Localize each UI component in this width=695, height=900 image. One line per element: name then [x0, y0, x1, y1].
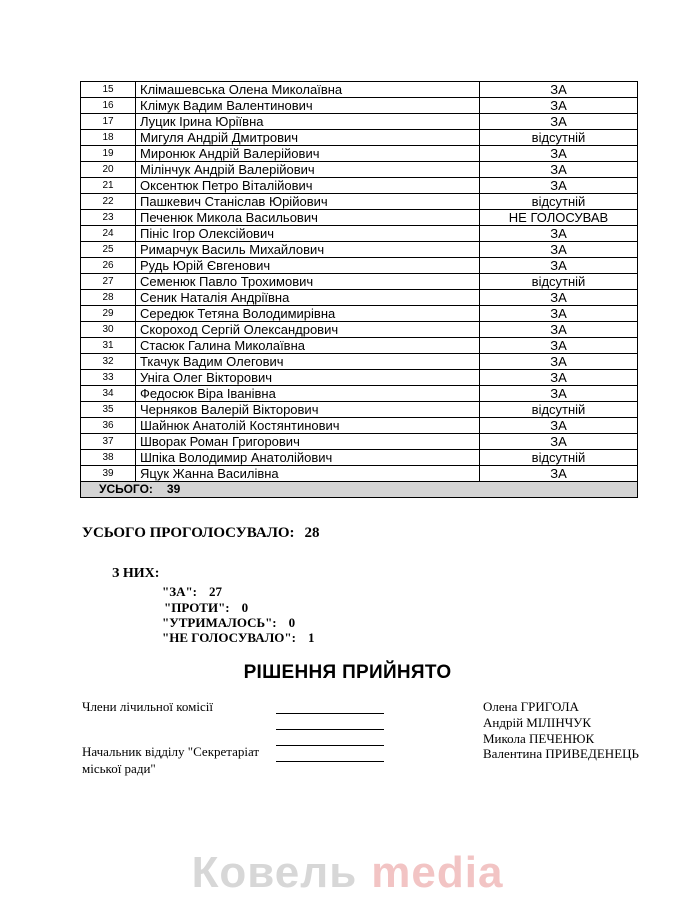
table-row — [81, 386, 638, 402]
deputy-name: Середюк Тетяна Володимирівна — [136, 306, 480, 322]
breakdown-value: 0 — [241, 600, 249, 615]
deputy-name: Пініс Ігор Олексійович — [136, 226, 480, 242]
deputy-name: Черняков Валерій Вікторович — [136, 402, 480, 418]
vote-result: ЗА — [480, 114, 638, 130]
total-value: 39 — [166, 482, 181, 496]
vote-result: відсутній — [480, 130, 638, 146]
table-row — [81, 130, 638, 146]
table-row — [81, 194, 638, 210]
deputy-name: Оксентюк Петро Віталійович — [136, 178, 480, 194]
breakdown-heading: З НИХ: — [112, 566, 160, 581]
deputy-name: Ткачук Вадим Олегович — [136, 354, 480, 370]
row-number: 32 — [81, 354, 136, 370]
breakdown-value: 0 — [288, 615, 296, 630]
table-row — [81, 98, 638, 114]
row-number: 35 — [81, 402, 136, 418]
signature-line — [276, 745, 384, 746]
deputy-name: Шпіка Володимир Анатолійович — [136, 450, 480, 466]
vote-result: ЗА — [480, 226, 638, 242]
deputy-name: Пашкевич Станіслав Юрійович — [136, 194, 480, 210]
total-label: УСЬОГО: — [99, 482, 153, 496]
table-row — [81, 114, 638, 130]
table-row — [81, 146, 638, 162]
table-row — [81, 322, 638, 338]
signatory-name: Валентина ПРИВЕДЕНЕЦЬ — [483, 746, 639, 761]
vote-table — [80, 81, 638, 498]
breakdown-label: "ПРОТИ": — [164, 600, 230, 615]
vote-result: ЗА — [480, 98, 638, 114]
vote-result: ЗА — [480, 322, 638, 338]
row-number: 16 — [81, 98, 136, 114]
vote-result: ЗА — [480, 354, 638, 370]
head-label-line1: Начальник відділу "Секретаріат — [82, 744, 260, 759]
row-number: 25 — [81, 242, 136, 258]
vote-result: ЗА — [480, 434, 638, 450]
deputy-name: Рудь Юрій Євгенович — [136, 258, 480, 274]
table-row — [81, 370, 638, 386]
total-voted-line — [82, 525, 320, 542]
head-label-line2: міської ради" — [82, 761, 156, 776]
vote-result: ЗА — [480, 338, 638, 354]
row-number: 26 — [81, 258, 136, 274]
vote-result: відсутній — [480, 450, 638, 466]
table-row — [81, 418, 638, 434]
breakdown-value: 27 — [209, 584, 223, 599]
row-number: 31 — [81, 338, 136, 354]
breakdown-label: "УТРИМАЛОСЬ": — [162, 615, 277, 630]
vote-result: ЗА — [480, 82, 638, 98]
row-number: 20 — [81, 162, 136, 178]
vote-result: ЗА — [480, 258, 638, 274]
deputy-name: Римарчук Василь Михайлович — [136, 242, 480, 258]
row-number: 21 — [81, 178, 136, 194]
signature-line — [276, 761, 384, 762]
total-row — [81, 482, 638, 498]
row-number: 22 — [81, 194, 136, 210]
vote-result: ЗА — [480, 178, 638, 194]
vote-result: ЗА — [480, 306, 638, 322]
vote-result: ЗА — [480, 162, 638, 178]
vote-result: ЗА — [480, 386, 638, 402]
deputy-name: Мілінчук Андрій Валерійович — [136, 162, 480, 178]
vote-result: ЗА — [480, 242, 638, 258]
row-number: 36 — [81, 418, 136, 434]
deputy-name: Клімук Вадим Валентинович — [136, 98, 480, 114]
deputy-name: Уніга Олег Вікторович — [136, 370, 480, 386]
breakdown-label: "ЗА": — [162, 584, 198, 599]
deputy-name: Луцик Ірина Юріївна — [136, 114, 480, 130]
breakdown-value: 1 — [307, 630, 315, 645]
deputy-name: Стасюк Галина Миколаївна — [136, 338, 480, 354]
signatory-name: Микола ПЕЧЕНЮК — [483, 731, 595, 746]
row-number: 15 — [81, 82, 136, 98]
table-row — [81, 274, 638, 290]
deputy-name: Шворак Роман Григорович — [136, 434, 480, 450]
total-voted-label: УСЬОГО ПРОГОЛОСУВАЛО: — [82, 525, 295, 541]
watermark-part2: media — [371, 848, 504, 897]
table-row — [81, 162, 638, 178]
row-number: 28 — [81, 290, 136, 306]
deputy-name: Шайнюк Анатолій Костянтинович — [136, 418, 480, 434]
table-row — [81, 258, 638, 274]
signatory-name: Олена ГРИГОЛА — [483, 699, 579, 714]
deputy-name: Федосюк Віра Іванівна — [136, 386, 480, 402]
row-number: 38 — [81, 450, 136, 466]
row-number: 34 — [81, 386, 136, 402]
table-row — [81, 434, 638, 450]
table-row — [81, 210, 638, 226]
deputy-name: Яцук Жанна Василівна — [136, 466, 480, 482]
deputy-name: Клімашевська Олена Миколаївна — [136, 82, 480, 98]
deputy-name: Скороход Сергій Олександрович — [136, 322, 480, 338]
total-cell — [81, 482, 638, 498]
watermark-part1: Ковель — [191, 848, 358, 897]
watermark-logo — [0, 848, 695, 898]
breakdown-not-voted — [162, 630, 314, 646]
deputy-name: Сеник Наталія Андріївна — [136, 290, 480, 306]
row-number: 33 — [81, 370, 136, 386]
row-number: 39 — [81, 466, 136, 482]
table-row — [81, 338, 638, 354]
row-number: 29 — [81, 306, 136, 322]
commission-label: Члени лічильної комісії — [82, 699, 213, 714]
deputy-name: Миронюк Андрій Валерійович — [136, 146, 480, 162]
deputy-name: Печенюк Микола Васильович — [136, 210, 480, 226]
total-voted-value: 28 — [304, 525, 320, 541]
table-row — [81, 402, 638, 418]
vote-result: НЕ ГОЛОСУВАВ — [480, 210, 638, 226]
signature-line — [276, 713, 384, 714]
vote-result: ЗА — [480, 466, 638, 482]
deputy-name: Семенюк Павло Трохимович — [136, 274, 480, 290]
vote-table-body — [81, 82, 638, 498]
vote-result: відсутній — [480, 194, 638, 210]
table-row — [81, 450, 638, 466]
breakdown-against — [164, 600, 248, 616]
signatory-name: Андрій МІЛІНЧУК — [483, 715, 592, 730]
breakdown-label: "НЕ ГОЛОСУВАЛО": — [162, 630, 296, 645]
breakdown-for — [162, 584, 222, 600]
row-number: 17 — [81, 114, 136, 130]
row-number: 23 — [81, 210, 136, 226]
signature-line — [276, 729, 384, 730]
table-row — [81, 82, 638, 98]
breakdown-abstained — [162, 615, 295, 631]
row-number: 18 — [81, 130, 136, 146]
vote-result: відсутній — [480, 402, 638, 418]
row-number: 37 — [81, 434, 136, 450]
table-row — [81, 242, 638, 258]
table-row — [81, 466, 638, 482]
table-row — [81, 226, 638, 242]
table-row — [81, 290, 638, 306]
decision-heading: РІШЕННЯ ПРИЙНЯТО — [243, 662, 452, 683]
vote-result: ЗА — [480, 290, 638, 306]
table-row — [81, 354, 638, 370]
table-row — [81, 178, 638, 194]
row-number: 27 — [81, 274, 136, 290]
row-number: 30 — [81, 322, 136, 338]
vote-result: ЗА — [480, 146, 638, 162]
row-number: 24 — [81, 226, 136, 242]
row-number: 19 — [81, 146, 136, 162]
vote-result: ЗА — [480, 370, 638, 386]
vote-result: ЗА — [480, 418, 638, 434]
table-row — [81, 306, 638, 322]
vote-result: відсутній — [480, 274, 638, 290]
deputy-name: Мигуля Андрій Дмитрович — [136, 130, 480, 146]
